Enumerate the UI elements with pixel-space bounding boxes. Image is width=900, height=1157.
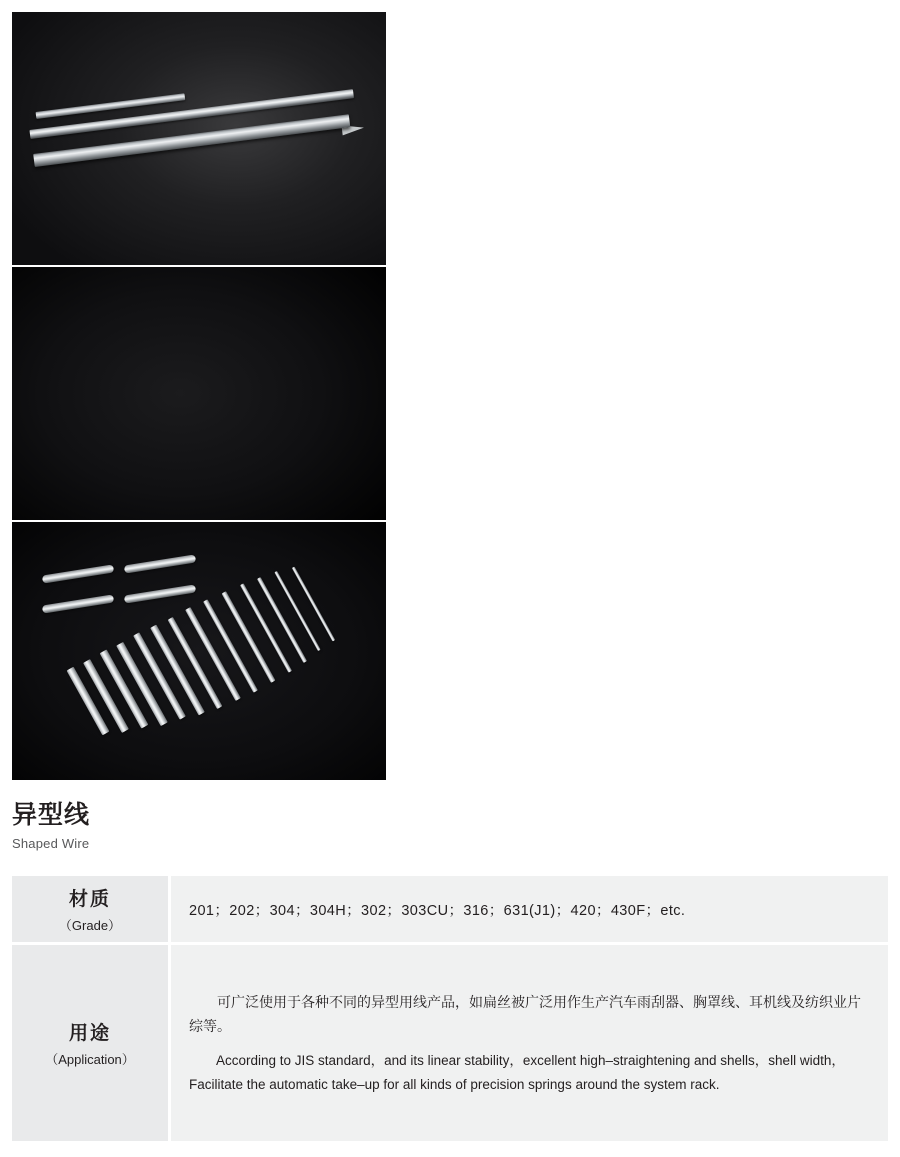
wire-tube — [42, 564, 114, 583]
spec-row-application — [12, 945, 888, 1141]
photo-flat-strips — [12, 522, 386, 780]
product-image-gallery — [12, 12, 386, 780]
photo-shaped-bars — [12, 12, 386, 265]
spec-label-grade-cn: 材质 — [68, 889, 111, 910]
flat-strip — [67, 667, 110, 736]
grade-list: 201；202；304；304H；302；303CU；316；631(J1)；420；430F；etc. — [189, 902, 686, 919]
application-paragraph-cn: 可广泛使用于各种不同的异型用线产品，如扁丝被广泛用作生产汽车雨刮器、胸罩线、耳机线及纺织业片综等。 — [189, 993, 861, 1035]
spec-label-grade — [12, 876, 168, 942]
flat-strip — [222, 591, 276, 683]
wire-tube — [42, 594, 114, 613]
product-title-block — [12, 800, 90, 851]
spec-value-application — [171, 945, 888, 1141]
spec-label-application-en: （Application） — [45, 1052, 135, 1067]
wire-tube — [124, 584, 196, 603]
flat-strip — [292, 567, 335, 642]
spec-table — [12, 876, 888, 1144]
wire-tube — [124, 554, 196, 573]
metal-bar-long — [33, 114, 350, 167]
spec-row-grade — [12, 876, 888, 942]
application-paragraph-en: According to JIS standard，and its linear stability，excellent high–straightening and shells，shell width，Facilitate the automatic take–up for all kinds of precision springs around the system rack. — [189, 1052, 845, 1092]
page-title: 异型线 — [12, 801, 91, 829]
spec-label-application-cn: 用途 — [68, 1023, 111, 1044]
spec-label-application — [12, 945, 168, 1141]
photo-formed-clips — [12, 267, 386, 520]
flat-strip — [257, 577, 307, 663]
page-subtitle: Shaped Wire — [12, 836, 90, 852]
flat-strip — [274, 571, 320, 651]
spec-value-grade — [171, 876, 888, 942]
spec-label-grade-en: （Grade） — [58, 918, 122, 933]
